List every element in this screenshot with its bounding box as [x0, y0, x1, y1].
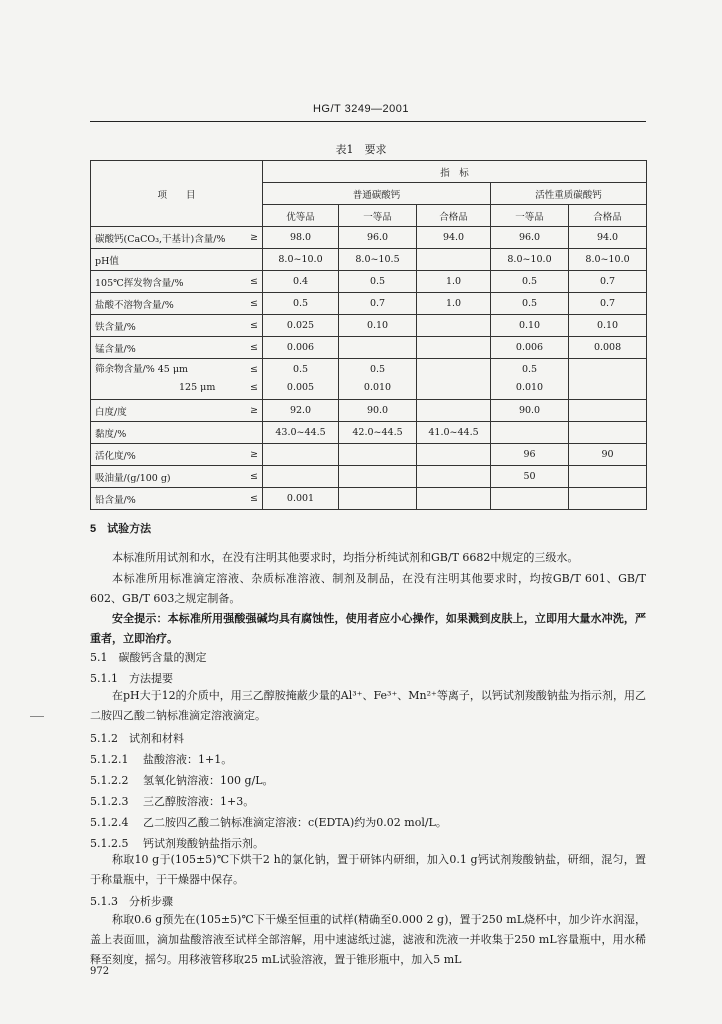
- limit-symbol: [241, 359, 263, 400]
- table-cell: 0.7: [339, 293, 417, 315]
- table-row: [91, 359, 647, 400]
- table-cell: [569, 359, 647, 400]
- table-cell: [417, 249, 491, 271]
- limit-symbol: ≥: [241, 400, 263, 422]
- table-row: [91, 337, 647, 359]
- standard-code-header: HG/T 3249—2001: [312, 103, 410, 115]
- list-item: [90, 814, 447, 830]
- table-cell: 50: [491, 466, 569, 488]
- table-cell: [339, 337, 417, 359]
- subsection-heading: 5.1.1 方法提要: [90, 672, 173, 685]
- table-cell: 0.006: [263, 337, 339, 359]
- table-cell: [417, 488, 491, 510]
- list-item-text: 盐酸溶液：1+1。: [143, 753, 233, 766]
- header-rule: [90, 121, 646, 122]
- table-cell: [569, 422, 647, 444]
- table-row: [91, 422, 647, 444]
- limit-symbol: ≤: [241, 271, 263, 293]
- table-row: [91, 315, 647, 337]
- limit-symbol: ≥: [241, 444, 263, 466]
- item-label: 铁含量/%: [91, 315, 241, 337]
- table-cell: 90: [569, 444, 647, 466]
- item-label: 锰含量/%: [91, 337, 241, 359]
- list-item: [90, 772, 274, 788]
- cell-line: 0.5: [292, 364, 309, 375]
- table-cell: 98.0: [263, 227, 339, 249]
- list-item-text: 钙试剂羧酸钠盐指示剂。: [143, 837, 264, 850]
- item-label: 碳酸钙(CaCO₃,干基计)含量/%: [91, 227, 241, 249]
- subsection-heading: 5.1.2 试剂和材料: [90, 732, 184, 745]
- table-cell: [417, 466, 491, 488]
- limit-symbol: ≤: [241, 337, 263, 359]
- paragraph: 称取0.6 g预先在(105±5)℃下干燥至恒重的试样(精确至0.000 2 g)，置于250 mL烧杯中，加少许水润湿，盖上表面皿，滴加盐酸溶液至试样全部溶解，用中速滤纸过滤，滤液和洗液一并收集于250 mL容量瓶中，用水稀释至刻度，摇匀。用移液管移取25 mL试验溶液，置于锥形瓶中，加入5 mL: [90, 913, 646, 966]
- item-label: 黏度/%: [91, 422, 241, 444]
- limit-symbol: [241, 249, 263, 271]
- limit-symbol: [241, 422, 263, 444]
- limit-symbol-line: ≤: [250, 364, 259, 375]
- table-cell: 8.0~10.0: [263, 249, 339, 271]
- grade-header: 一等品: [491, 205, 569, 227]
- table-cell: 0.4: [263, 271, 339, 293]
- table-cell: 0.025: [263, 315, 339, 337]
- table-cell: [569, 466, 647, 488]
- paragraph: 本标准所用试剂和水，在没有注明其他要求时，均指分析纯试剂和GB/T 6682中规定的三级水。: [112, 551, 579, 564]
- table-row: [91, 227, 647, 249]
- item-label: pH值: [91, 249, 241, 271]
- list-item-text: 乙二胺四乙酸二钠标准滴定溶液：c(EDTA)约为0.02 mol/L。: [143, 816, 447, 829]
- table-cell: 0.006: [491, 337, 569, 359]
- item-header: 项 目: [91, 161, 263, 227]
- limit-symbol: ≥: [241, 227, 263, 249]
- table-cell: 8.0~10.0: [569, 249, 647, 271]
- table-cell: 8.0~10.5: [339, 249, 417, 271]
- table-cell: 42.0~44.5: [339, 422, 417, 444]
- table-cell: 1.0: [417, 271, 491, 293]
- table-header-row: [91, 161, 647, 183]
- limit-symbol-line: ≤: [250, 382, 259, 393]
- table-cell: 8.0~10.0: [491, 249, 569, 271]
- table-cell: 0.008: [569, 337, 647, 359]
- paragraph: 本标准所用标准滴定溶液、杂质标准溶液、制剂及制品，在没有注明其他要求时，均按GB/T 601、GB/T 602、GB/T 603之规定制备。: [90, 572, 646, 605]
- table-cell: [339, 488, 417, 510]
- table-cell: [491, 422, 569, 444]
- table-cell: 1.0: [417, 293, 491, 315]
- subgroup-header: 活性重质碳酸钙: [491, 183, 647, 205]
- table-row: [91, 488, 647, 510]
- table-cell: [417, 444, 491, 466]
- item-label: 铅含量/%: [91, 488, 241, 510]
- section-heading: 5 试验方法: [90, 523, 152, 535]
- table-cell: 0.001: [263, 488, 339, 510]
- item-label: 盐酸不溶物含量/%: [91, 293, 241, 315]
- table-row: [91, 400, 647, 422]
- table-cell: 0.10: [339, 315, 417, 337]
- safety-notice: 安全提示：本标准所用强酸强碱均具有腐蚀性，使用者应小心操作，如果溅到皮肤上，立即用大量水冲洗，严重者，立即治疗。: [90, 612, 646, 645]
- list-item-number: 5.1.2.3: [90, 795, 129, 808]
- table-cell: 0.5: [263, 293, 339, 315]
- paragraph: 称取10 g于(105±5)℃下烘干2 h的氯化钠，置于研钵内研细，加入0.1 g钙试剂羧酸钠盐，研细，混匀，置于称量瓶中，于干燥器中保存。: [90, 853, 646, 886]
- paragraph: 在pH大于12的介质中，用三乙醇胺掩蔽少量的Al³⁺、Fe³⁺、Mn²⁺等离子，以钙试剂羧酸钠盐为指示剂，用乙二胺四乙酸二钠标准滴定溶液滴定。: [90, 689, 646, 722]
- item-label: 白度/度: [91, 400, 241, 422]
- item-label: 吸油量/(g/100 g): [91, 466, 241, 488]
- grade-header: 合格品: [417, 205, 491, 227]
- table-row: [91, 466, 647, 488]
- table-cell: [491, 359, 569, 400]
- requirements-table: [90, 160, 647, 510]
- list-item: [90, 835, 264, 851]
- table-cell: [417, 359, 491, 400]
- list-item-text: 氢氧化钠溶液：100 g/L。: [143, 774, 274, 787]
- table-row: [91, 444, 647, 466]
- table-cell: [339, 444, 417, 466]
- limit-symbol: ≤: [241, 293, 263, 315]
- subsection-heading: 5.1 碳酸钙含量的测定: [90, 651, 207, 664]
- table-cell: 92.0: [263, 400, 339, 422]
- table-cell: 0.7: [569, 271, 647, 293]
- table-cell: 43.0~44.5: [263, 422, 339, 444]
- list-item: [90, 793, 254, 809]
- list-item: [90, 751, 232, 767]
- table-cell: 90.0: [491, 400, 569, 422]
- table-cell: [417, 337, 491, 359]
- table-cell: [263, 359, 339, 400]
- cell-line: 0.5: [369, 364, 386, 375]
- table-cell: [339, 359, 417, 400]
- table-cell: 0.10: [491, 315, 569, 337]
- table-cell: 94.0: [569, 227, 647, 249]
- table-cell: 94.0: [417, 227, 491, 249]
- item-label: [91, 359, 241, 400]
- cell-line: 0.5: [521, 364, 538, 375]
- list-item-number: 5.1.2.1: [90, 753, 129, 766]
- table-cell: 0.5: [491, 271, 569, 293]
- item-label-line: 125 μm: [179, 382, 216, 393]
- grade-header: 优等品: [263, 205, 339, 227]
- page-number: 972: [90, 966, 110, 977]
- table-row: [91, 293, 647, 315]
- list-item-number: 5.1.2.2: [90, 774, 129, 787]
- table-cell: [569, 400, 647, 422]
- item-label: 105℃挥发物含量/%: [91, 271, 241, 293]
- limit-symbol: ≤: [241, 488, 263, 510]
- limit-symbol: ≤: [241, 315, 263, 337]
- table-cell: 90.0: [339, 400, 417, 422]
- subgroup-header: 普通碳酸钙: [263, 183, 491, 205]
- table-cell: 0.7: [569, 293, 647, 315]
- cell-line: 0.010: [515, 382, 544, 393]
- grade-header: 一等品: [339, 205, 417, 227]
- table-cell: 96.0: [491, 227, 569, 249]
- cell-line: 0.010: [363, 382, 392, 393]
- list-item-text: 三乙醇胺溶液：1+3。: [143, 795, 255, 808]
- table-cell: [263, 444, 339, 466]
- cell-line: 0.005: [286, 382, 315, 393]
- item-label-line: 筛余物含量/% 45 μm: [95, 364, 189, 375]
- table-cell: [339, 466, 417, 488]
- table-cell: 96: [491, 444, 569, 466]
- list-item-number: 5.1.2.5: [90, 837, 129, 850]
- subsection-heading: 5.1.3 分析步骤: [90, 895, 173, 908]
- table-row: [91, 249, 647, 271]
- table-cell: [491, 488, 569, 510]
- table-cell: [417, 315, 491, 337]
- table-cell: 0.10: [569, 315, 647, 337]
- table-row: [91, 271, 647, 293]
- table-cell: 0.5: [339, 271, 417, 293]
- limit-symbol: ≤: [241, 466, 263, 488]
- table-cell: [417, 400, 491, 422]
- group-header: 指 标: [263, 161, 647, 183]
- table-caption: 表1 要求: [335, 143, 387, 156]
- table-cell: 96.0: [339, 227, 417, 249]
- table-cell: [569, 488, 647, 510]
- item-label: 活化度/%: [91, 444, 241, 466]
- list-item-number: 5.1.2.4: [90, 816, 129, 829]
- table-cell: [263, 466, 339, 488]
- table-cell: 41.0~44.5: [417, 422, 491, 444]
- grade-header: 合格品: [569, 205, 647, 227]
- margin-mark: [30, 716, 44, 717]
- table-cell: 0.5: [491, 293, 569, 315]
